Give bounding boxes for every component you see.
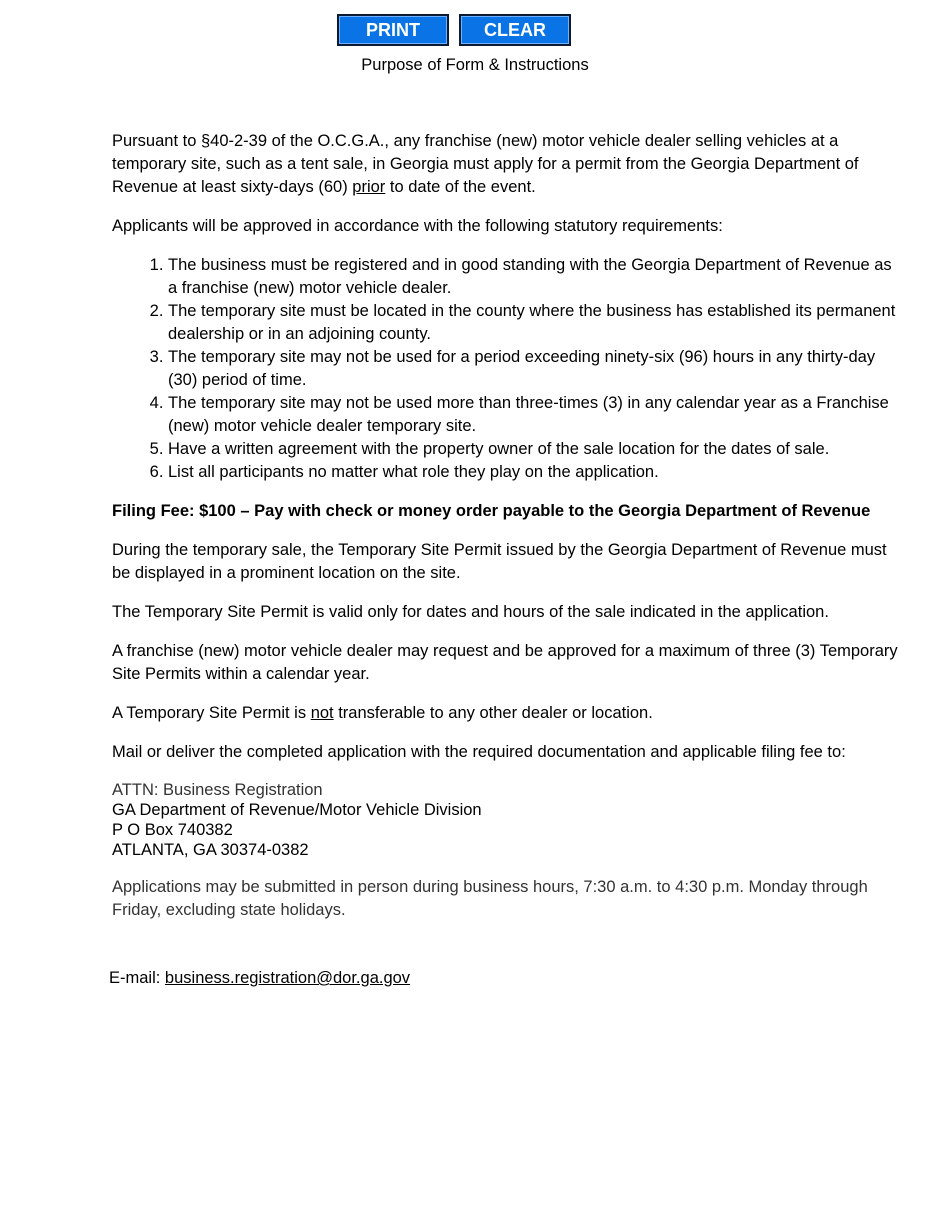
requirement-item: 2. The temporary site must be located in the county where the business has established its permanent dealership or in an adjoining county. (168, 300, 902, 346)
transfer-text-end: transferable to any other dealer or location. (333, 704, 653, 722)
filing-fee-note: Filing Fee: $100 – Pay with check or money order payable to the Georgia Department of Revenue (112, 502, 871, 520)
requirements-list (112, 254, 902, 484)
requirement-item: 3. The temporary site may not be used for a period exceeding ninety-six (96) hours in any thirty-day (30) period of time. (168, 346, 902, 392)
mailing-address (112, 780, 902, 860)
address-line-3: ATLANTA, GA 30374-0382 (112, 841, 309, 859)
intro-text: Pursuant to §40-2-39 of the O.C.G.A., any franchise (new) motor vehicle dealer selling vehicles at a temporary site, such as a tent sale, in Georgia must apply for a permit from the Georgia Department of Revenue at least sixty-days (60) (112, 132, 859, 196)
transfer-text: A Temporary Site Permit is (112, 704, 311, 722)
validity-note: The Temporary Site Permit is valid only for dates and hours of the sale indicated in the application. (112, 603, 829, 621)
mail-note: Mail or deliver the completed application with the required documentation and applicable filing fee to: (112, 743, 846, 761)
intro-underlined-text: prior (352, 178, 386, 196)
requirement-item: 4. The temporary site may not be used more than three-times (3) in any calendar year as a Franchise (new) motor vehicle dealer temporary site. (168, 392, 902, 438)
in-person-note: Applications may be submitted in person during business hours, 7:30 a.m. to 4:30 p.m. Monday through Friday, excluding state holidays. (112, 878, 868, 919)
intro-paragraph (112, 130, 902, 199)
requirement-item: 6. List all participants no matter what role they play on the application. (168, 461, 902, 484)
requirement-item: 1. The business must be registered and in good standing with the Georgia Department of Revenue as a franchise (new) motor vehicle dealer. (168, 254, 902, 300)
address-line-2: P O Box 740382 (112, 821, 233, 839)
display-note: During the temporary sale, the Temporary Site Permit issued by the Georgia Department of Revenue must be displayed in a prominent location on the site. (112, 541, 887, 582)
print-button[interactable]: PRINT (337, 14, 449, 46)
email-contact (109, 969, 410, 988)
form-toolbar (337, 14, 571, 46)
instructions-body (112, 130, 902, 938)
transfer-underlined-text: not (310, 704, 334, 722)
address-line-1: GA Department of Revenue/Motor Vehicle Division (112, 801, 482, 819)
intro-text-end: to date of the event. (385, 178, 536, 196)
transfer-note (112, 702, 902, 725)
email-label: E-mail: (109, 969, 165, 987)
email-link[interactable]: business.registration@dor.ga.gov (164, 969, 411, 987)
requirement-item: 5. Have a written agreement with the property owner of the sale location for the dates of sale. (168, 438, 902, 461)
max-permits-note: A franchise (new) motor vehicle dealer may request and be approved for a maximum of three (3) Temporary Site Permits within a calendar year. (112, 642, 898, 683)
requirements-intro: Applicants will be approved in accordance with the following statutory requirements: (112, 217, 723, 235)
page-title: Purpose of Form & Instructions (361, 56, 589, 74)
clear-button[interactable]: CLEAR (459, 14, 571, 46)
address-attn: ATTN: Business Registration (112, 781, 323, 799)
